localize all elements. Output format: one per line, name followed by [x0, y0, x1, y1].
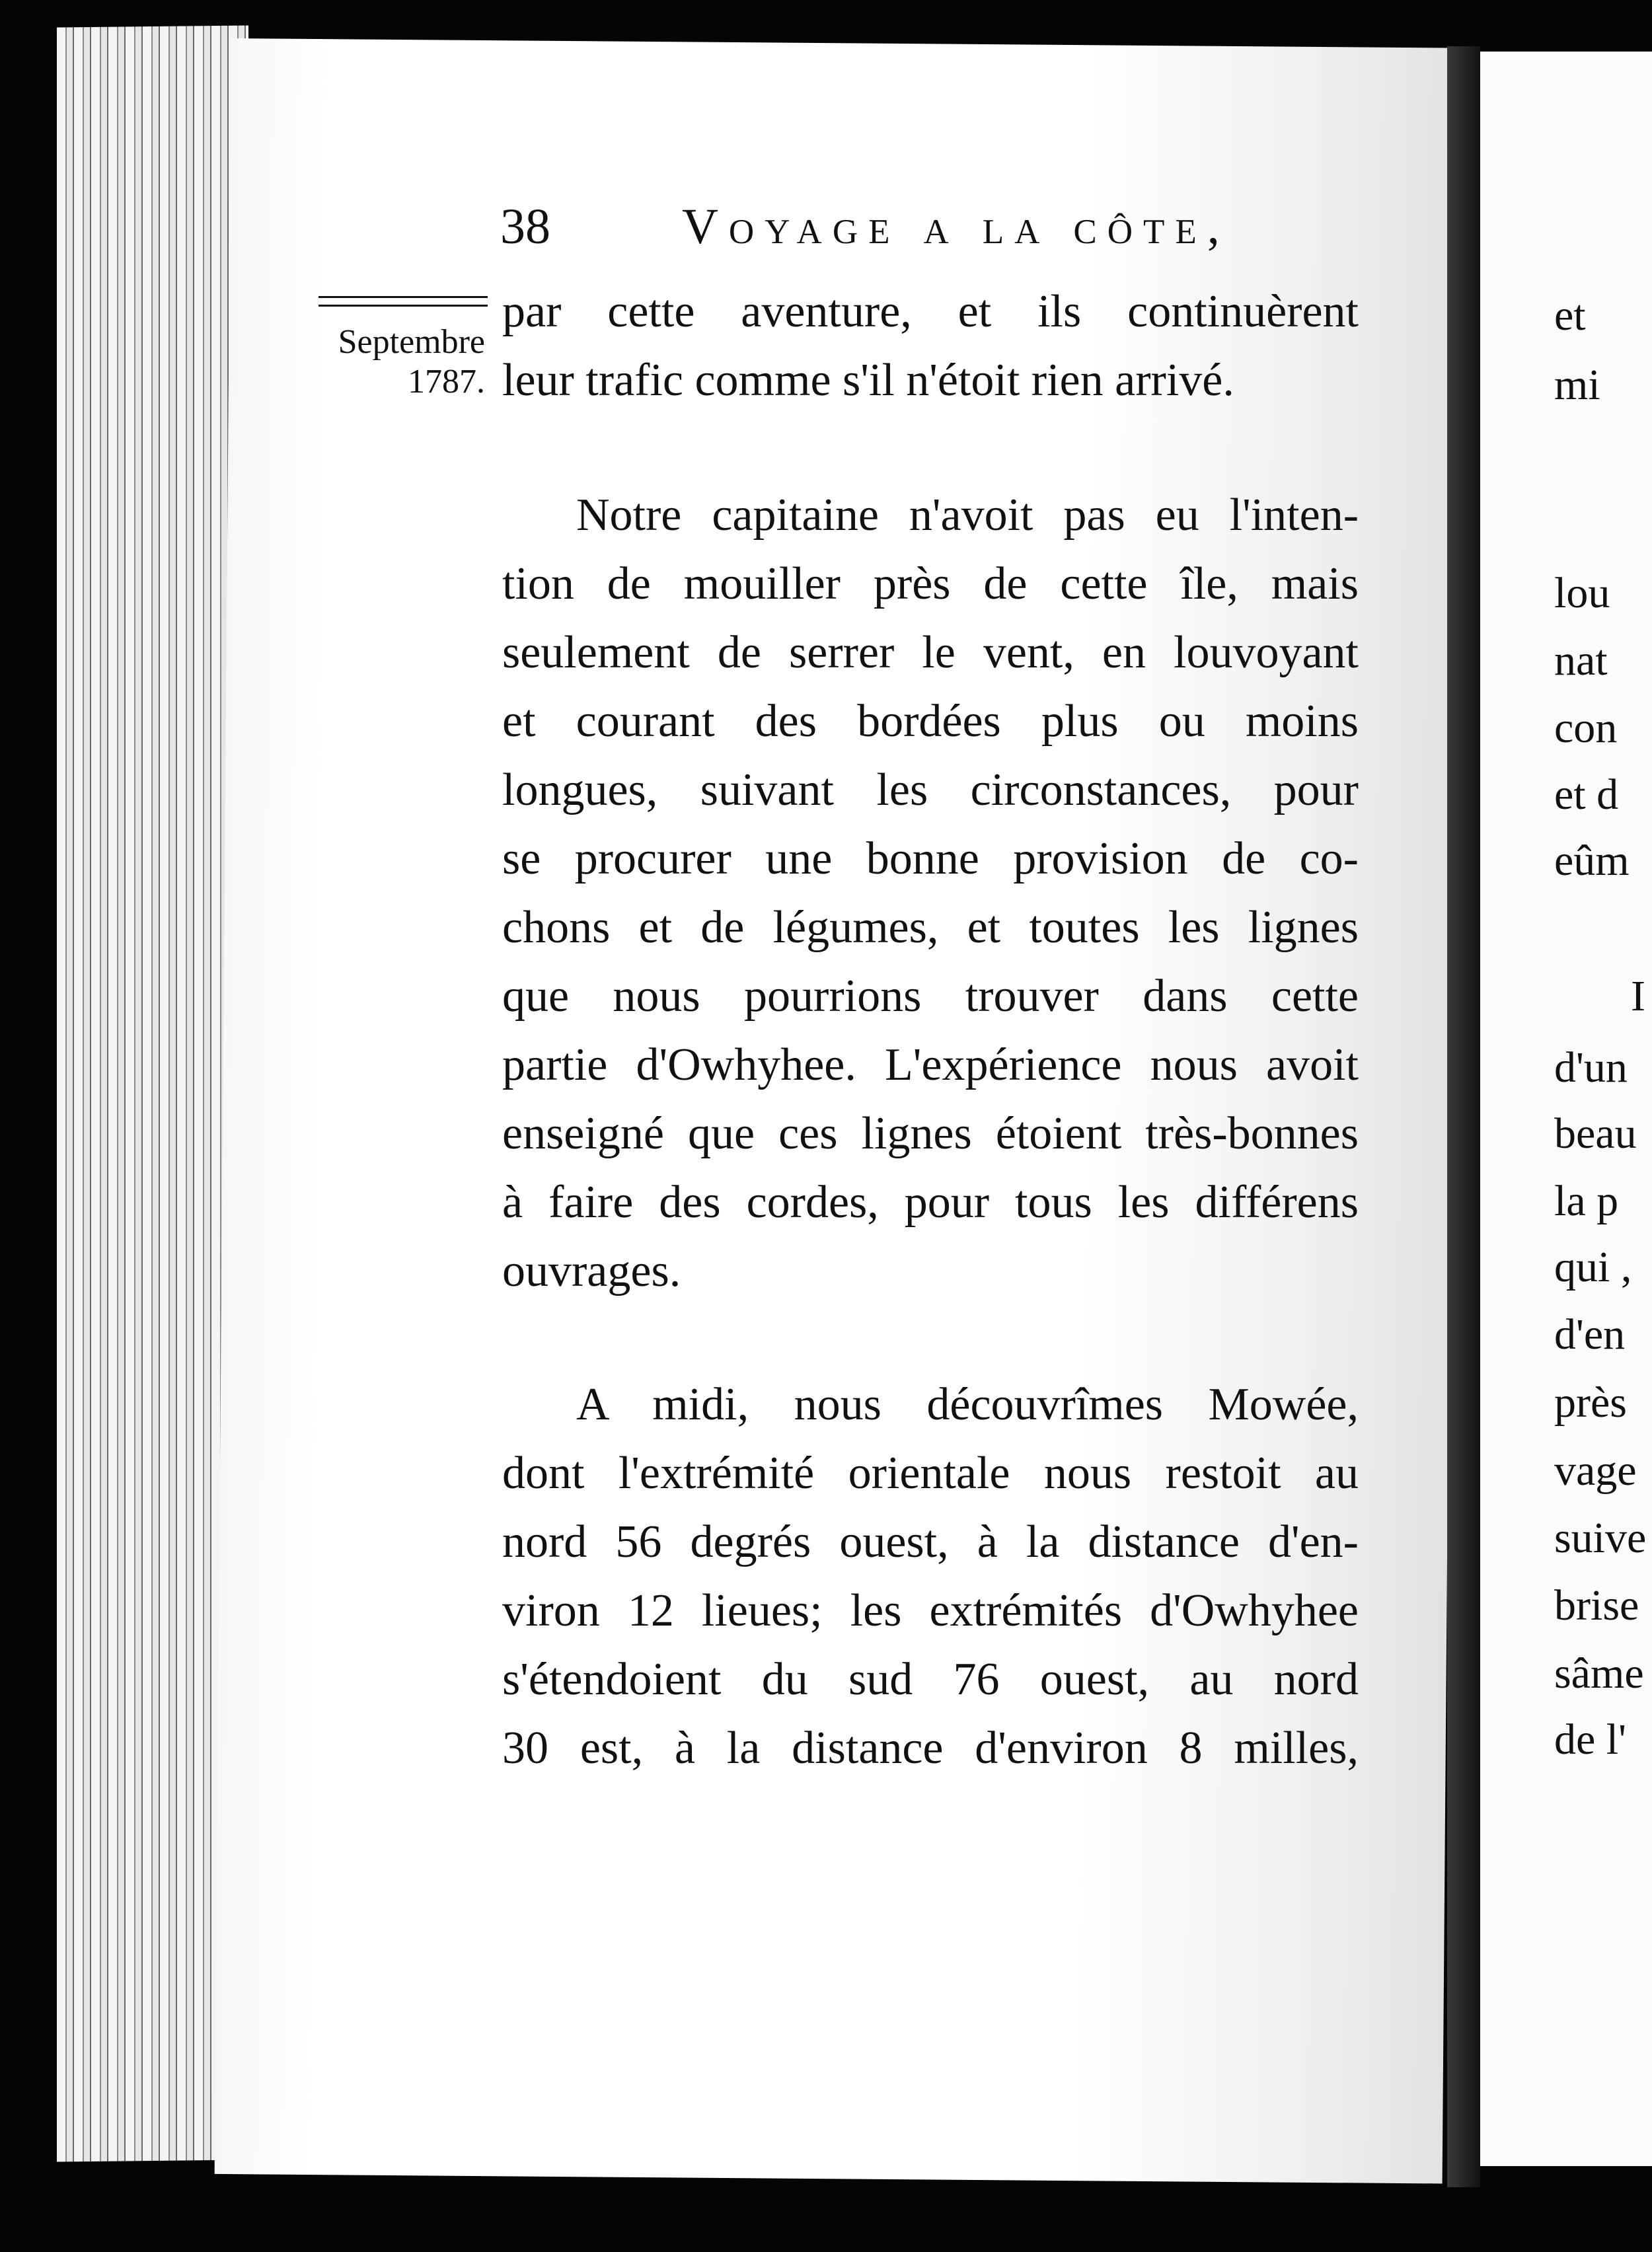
facing-fragment: qui ,	[1554, 1243, 1632, 1291]
text-line: viron 12 lieues; les extrémités d'Owhyhee	[502, 1585, 1359, 1636]
facing-fragment: I	[1631, 972, 1645, 1020]
facing-fragment: près	[1554, 1378, 1627, 1427]
text-line: tion de mouiller près de cette île, mais	[502, 558, 1359, 609]
margin-rule	[319, 296, 488, 307]
facing-fragment: eûm	[1554, 837, 1630, 885]
facing-fragment: d'en	[1554, 1310, 1626, 1359]
text-line: se procurer une bonne provision de co-	[502, 833, 1359, 884]
text-line: à faire des cordes, pour tous les différens	[502, 1177, 1359, 1228]
margin-month: Septembre	[338, 323, 485, 361]
text-line: seulement de serrer le vent, en louvoyant	[502, 627, 1359, 678]
margin-date-note	[312, 322, 485, 402]
facing-fragment: con	[1554, 704, 1618, 752]
page-body-text	[502, 278, 1359, 1783]
text-line: dont l'extrémité orientale nous restoit au	[502, 1448, 1359, 1499]
text-line: partie d'Owhyhee. L'expérience nous avoit	[502, 1039, 1359, 1090]
facing-fragment: nat	[1554, 636, 1608, 685]
text-line: A midi, nous découvrîmes Mowée,	[576, 1379, 1359, 1430]
facing-fragment: la p	[1554, 1177, 1619, 1225]
facing-fragment: et	[1554, 291, 1586, 340]
facing-fragment: et d	[1554, 770, 1619, 819]
text-line: par cette aventure, et ils continuèrent	[502, 286, 1359, 337]
facing-fragment: brise	[1554, 1581, 1639, 1630]
book-gutter	[1447, 46, 1480, 2187]
running-head	[500, 198, 1230, 256]
text-line: Notre capitaine n'avoit pas eu l'inten-	[576, 490, 1359, 541]
text-line: s'étendoient du sud 76 ouest, au nord	[502, 1654, 1359, 1705]
text-line: ouvrages.	[502, 1246, 681, 1296]
facing-fragment: beau	[1554, 1109, 1637, 1158]
text-line: chons et de légumes, et toutes les lignes	[502, 902, 1359, 953]
text-line: que nous pourrions trouver dans cette	[502, 971, 1359, 1022]
facing-fragment: sâme	[1554, 1649, 1644, 1698]
facing-fragment: d'un	[1554, 1043, 1628, 1092]
margin-year: 1787.	[408, 363, 485, 400]
facing-fragment: mi	[1554, 361, 1600, 409]
page-number: 38	[500, 199, 550, 254]
running-title: Voyage a la côte,	[682, 199, 1230, 254]
text-line: nord 56 degrés ouest, à la distance d'en-	[502, 1517, 1359, 1567]
facing-fragment: de l'	[1554, 1715, 1627, 1764]
text-line: enseigné que ces lignes étoient très-bonnes	[502, 1108, 1359, 1159]
text-line: 30 est, à la distance d'environ 8 milles,	[502, 1723, 1359, 1774]
text-line: leur trafic comme s'il n'étoit rien arrivé.	[502, 355, 1234, 406]
text-line: longues, suivant les circonstances, pour	[502, 765, 1359, 815]
facing-fragment: suive	[1554, 1514, 1647, 1562]
text-line: et courant des bordées plus ou moins	[502, 696, 1359, 747]
facing-fragment: vage	[1554, 1446, 1637, 1495]
facing-fragment: lou	[1554, 569, 1610, 617]
